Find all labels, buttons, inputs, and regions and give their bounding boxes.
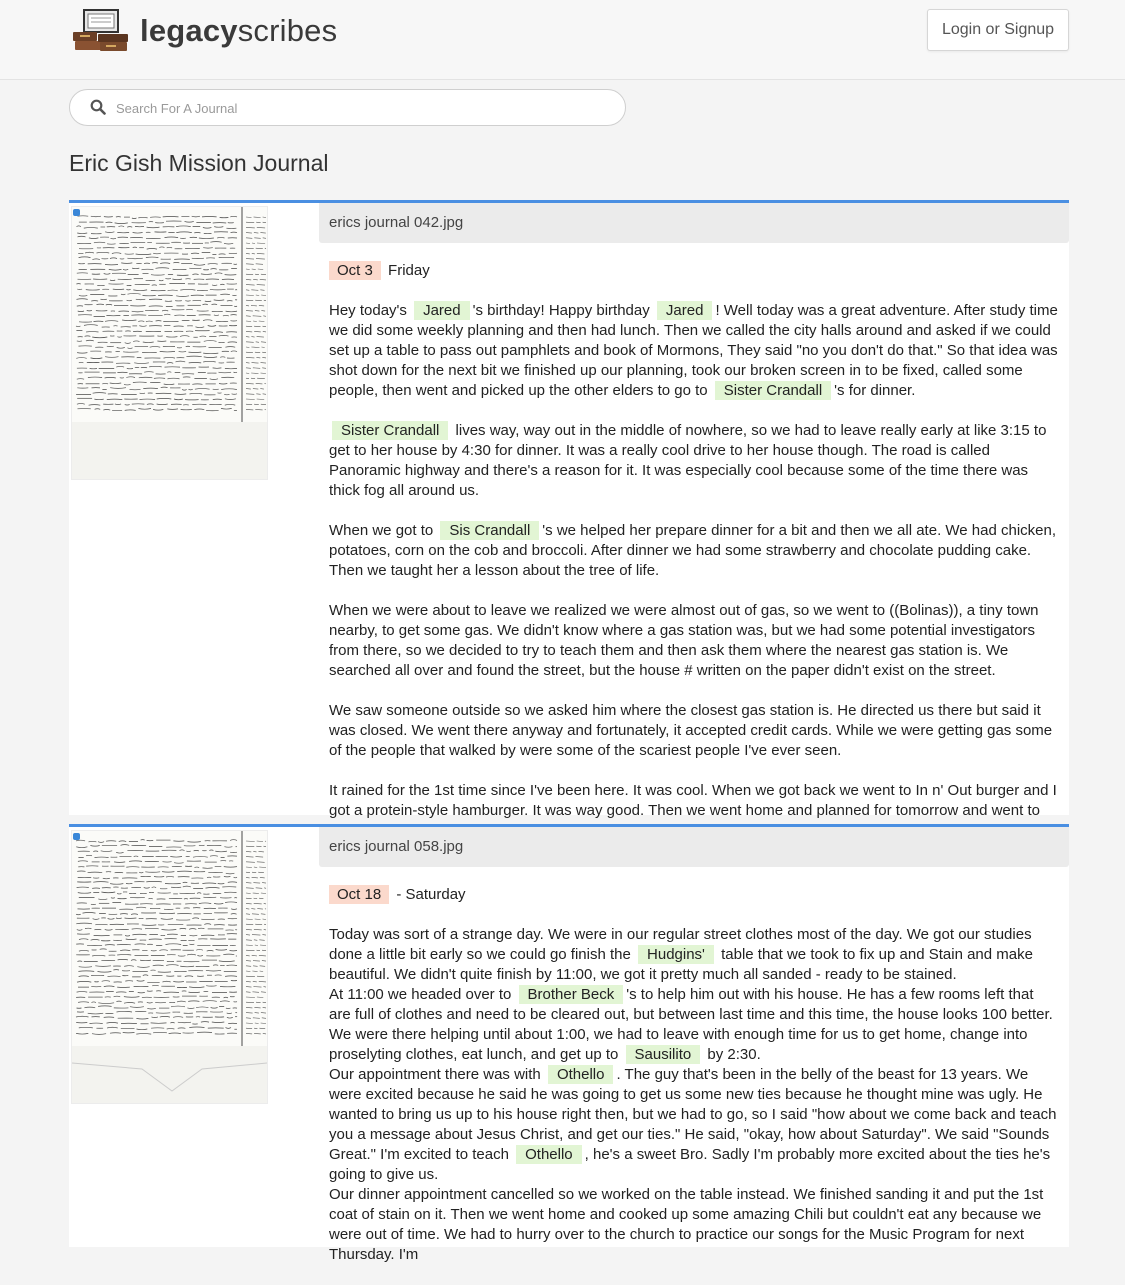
- person-place-tag[interactable]: Jared: [657, 301, 713, 320]
- entry-paragraph: We saw someone outside so we asked him where the closest gas station is. He directed us there but said it was closed. We went there anyway and fortunately, it accepted credit cards. While we were getting gas some of the people that walked by were some of the scariest people I've ever seen.: [329, 702, 1053, 759]
- journal-page-thumbnail[interactable]: [71, 206, 268, 480]
- search-icon: [90, 99, 106, 120]
- selection-marker-icon: [73, 209, 80, 216]
- entry-paragraph: Hey today's Jared 's birthday! Happy birthday Jared ! Well today was a great adventure. After study time we did some weekly planning and then had lunch. Then we called the city halls around and asked if we could set up a table to pass out pamphlets and book of Mormons, They said "no you don't do that." So that idea was shot down for the next bit we finished up our planning, took our broken screen in to be fixed, called some people, then went and picked up the other elders to go to Sister Crandall 's for dinner.: [329, 302, 1058, 399]
- entry-date-line: [329, 885, 1059, 905]
- person-place-tag[interactable]: Brother Beck: [519, 985, 624, 1004]
- journal-entry: [69, 824, 1069, 1263]
- logo-wordmark: legacyscribes: [140, 13, 338, 48]
- journal-page-thumbnail[interactable]: [71, 830, 268, 1104]
- entry-body: [319, 827, 1069, 1285]
- entry-date-line: [329, 261, 1059, 281]
- selection-marker-icon: [73, 833, 80, 840]
- person-place-tag[interactable]: Othello: [548, 1065, 614, 1084]
- entry-day: - Saturday: [396, 886, 466, 903]
- person-place-tag[interactable]: Sister Crandall: [715, 381, 831, 400]
- page-title: Eric Gish Mission Journal: [69, 150, 329, 176]
- journal-page-scan-image: [72, 831, 267, 1103]
- journal-search-bar: [69, 89, 626, 126]
- entry-transcription: [319, 867, 1069, 1265]
- entry-paragraph: When we got to Sis Crandall 's we helped her prepare dinner for a bit and then we all ate. We had chicken, potatoes, corn on the cob and broccoli. After dinner we had some strawberry and chocolate pudding cake. Then we taught her a lesson about the tree of life.: [329, 522, 1057, 579]
- entry-body: [319, 203, 1069, 861]
- person-place-tag[interactable]: Hudgins': [638, 945, 714, 964]
- logo-books-icon: [70, 8, 132, 54]
- entry-day: Friday: [388, 262, 430, 279]
- entry-filename: erics journal 058.jpg: [319, 827, 1069, 867]
- search-input[interactable]: [114, 90, 598, 127]
- person-place-tag[interactable]: Sausilito: [626, 1045, 701, 1064]
- journal-entry: [69, 200, 1069, 819]
- person-place-tag[interactable]: Sister Crandall: [332, 421, 448, 440]
- person-place-tag[interactable]: Othello: [516, 1145, 582, 1164]
- login-signup-button[interactable]: Login or Signup: [927, 9, 1069, 51]
- person-place-tag[interactable]: Jared: [414, 301, 470, 320]
- site-logo[interactable]: [70, 8, 337, 54]
- entry-paragraph: It rained for the 1st time since I've been here. It was cool. When we got back we went to In n' Out burger and I got a protein-style hamburger. It was way good. Then we went home and planned for tomorrow and went to: [329, 782, 1057, 819]
- person-place-tag[interactable]: Sis Crandall: [440, 521, 539, 540]
- top-navbar: [0, 0, 1125, 80]
- entry-paragraph: Today was sort of a strange day. We were in our regular street clothes most of the day. We got our studies done a little bit early so we could go finish the Hudgins' table that we took to fix up and Stain and make beautiful. We didn't quite finish by 11:00, we got it pretty much all sanded - ready to be stained. At 11:00 we headed over to Brother Beck 's to help him out with his house. He has a few rooms left that are full of clothes and need to be cleared out, but between last time and this time, the house looks 100 better. We were there helping until about 1:00, we had to leave with enough time for us to get home, change into proselyting clothes, eat lunch, and get up to Sausilito by 2:30. Our appointment there was with Othello . The guy that's been in the belly of the beast for 13 years. We were excited because he said he was going to get us some new ties because he thought mine was ugly. He wanted to bring us up to his house right then, but we had to go, so I said "how about we come back and teach you a message about Jesus Christ, and get our ties." He said, "okay, how about Saturday". We said "Sounds Great." I'm excited to teach Othello , he's a sweet Bro. Sadly I'm probably more excited about the ties he's going to give us. Our dinner appointment cancelled so we worked on the table instead. We finished sanding it and put the 1st coat of stain on it. Then we went home and cooked up some amazing Chili but couldn't eat any because we were out of time. We had to hurry over to the church to practice our songs for the Music Program for next Thursday. I'm: [329, 926, 1057, 1263]
- date-tag[interactable]: Oct 18: [329, 885, 389, 904]
- date-tag[interactable]: Oct 3: [329, 261, 381, 280]
- entry-transcription: [319, 243, 1069, 841]
- entry-paragraph: Sister Crandall lives way, way out in the middle of nowhere, so we had to leave really early at like 3:15 to get to her house by 4:30 for dinner. It was a really cool drive to her house though. The road is called Panoramic highway and there's a reason for it. It was especially cool because some of the time there was thick fog all around us.: [329, 422, 1047, 499]
- entry-paragraph: When we were about to leave we realized we were almost out of gas, so we went to ((Bolinas)), a tiny town nearby, to get some gas. We didn't know where a gas station was, but we had some potential investigators from there, so we decided to try to teach them and then ask them where the nearest gas station is. We searched all over and found the street, but the house # written on the paper didn't exist on the street.: [329, 602, 1039, 679]
- journal-page-scan-image: [72, 207, 267, 479]
- entry-filename: erics journal 042.jpg: [319, 203, 1069, 243]
